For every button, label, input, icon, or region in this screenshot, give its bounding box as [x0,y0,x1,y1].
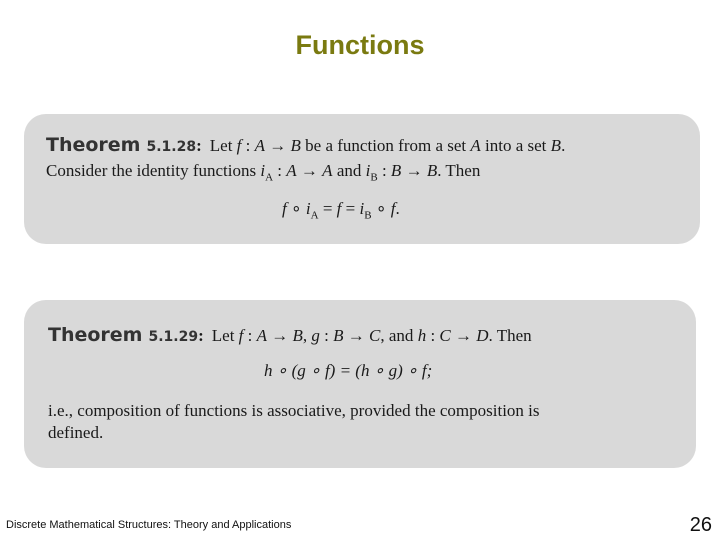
math-var: f [238,326,244,345]
text: and [332,161,366,180]
theorem-2-remark-line-1: i.e., composition of functions is associative, provided the composition is [48,401,540,420]
theorem-box-5-1-29 [24,300,696,468]
page-number: 26 [689,514,712,536]
theorem-2-line-1 [48,324,532,346]
math-var: i [260,161,266,180]
math-var: D [476,326,489,345]
theorem-number: 5.1.29 [148,329,199,345]
arrow: → [296,161,323,180]
theorem-1-line-2 [46,161,480,183]
arrow: → [450,326,477,345]
text: Let [209,136,237,155]
math-var: f [336,199,342,218]
math-var: i [305,199,311,218]
text: . [395,199,400,218]
theorem-colon: : [198,326,204,345]
math-var: B [292,326,303,345]
text: , [302,326,312,345]
text: . Then [488,326,532,345]
math-var: B [390,161,402,180]
math-var: g [311,326,320,345]
math-var: A [286,161,297,180]
equals: = [318,199,337,218]
math-var: B [333,326,344,345]
math-var: A [256,326,268,345]
compose-symbol: ∘ [286,199,306,218]
theorem-label: Theorem [46,134,141,156]
theorem-label: Theorem [48,324,143,346]
math-var: A [254,136,266,155]
text: into a set [480,136,551,155]
math-subscript: A [310,209,319,222]
slide-title: Functions [295,30,425,60]
math-var: A [470,136,481,155]
text: . Then [437,161,481,180]
theorem-colon: : [196,136,202,155]
math-var: B [550,136,562,155]
theorem-number: 5.1.28 [146,139,197,155]
theorem-box-5-1-28 [24,114,700,244]
text: : [241,136,255,155]
theorem-2-display-equation: h ∘ (g ∘ f) = (h ∘ g) ∘ f; [264,361,433,380]
math-subscript: B [364,209,372,222]
text: : [426,326,440,345]
arrow: → [267,326,293,345]
theorem-2-remark-line-2: defined. [48,423,104,442]
arrow: → [401,161,427,180]
math-var: C [369,326,381,345]
text: : [377,161,391,180]
text: : [319,326,334,345]
text: : [243,326,257,345]
footer-text: Discrete Mathematical Structures: Theory and Applications [6,519,292,531]
arrow: → [343,326,370,345]
theorem-1-display-equation [282,199,400,221]
text: : [273,161,287,180]
math-var: C [439,326,451,345]
text: be a function from a set [300,136,471,155]
arrow: → [265,136,291,155]
equals: = [341,199,360,218]
text: Consider the identity functions [46,161,261,180]
math-var: f [390,199,396,218]
math-var: i [359,199,365,218]
math-var: i [365,161,371,180]
math-subscript: B [370,171,378,184]
math-var: A [322,161,333,180]
math-var: f [236,136,242,155]
math-var: B [290,136,301,155]
text: . [561,136,566,155]
math-subscript: A [265,171,274,184]
math-var: h [417,326,427,345]
text: Let [211,326,239,345]
compose-symbol: ∘ [371,199,391,218]
math-var: B [426,161,438,180]
theorem-1-line-1 [46,134,565,156]
text: , and [380,326,418,345]
math-var: f [282,199,287,218]
